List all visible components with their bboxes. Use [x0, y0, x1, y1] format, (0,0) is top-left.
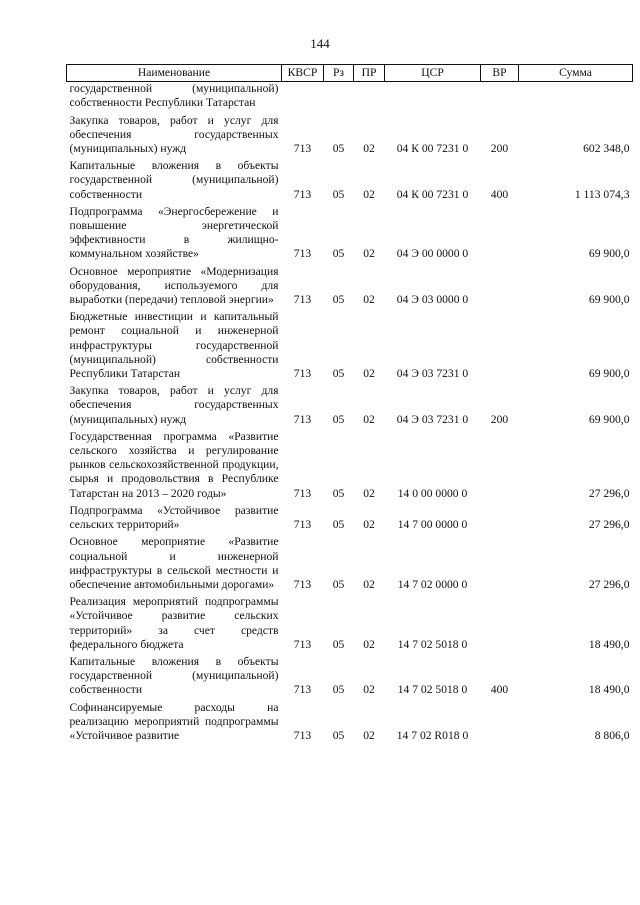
header-kvsr: КВСР [282, 65, 324, 82]
cell-kvsr: 713 [293, 367, 312, 381]
cell-sum: 1 113 074,3 [574, 187, 630, 201]
cell-pr: 02 [363, 486, 375, 500]
cell-pr: 02 [363, 728, 375, 742]
cell-vr [481, 430, 519, 504]
cell-rz: 05 [332, 142, 345, 156]
cell-csr [385, 82, 481, 114]
cell-sum: 27 296,0 [588, 577, 630, 591]
cell-csr: 04 Э 03 0000 0 [396, 293, 469, 307]
cell-rz: 05 [332, 187, 345, 201]
table-row [67, 159, 633, 205]
cell-pr: 02 [363, 683, 375, 697]
cell-csr: 04 К 00 7231 0 [396, 142, 469, 156]
cell-kvsr: 713 [293, 577, 312, 591]
cell-rz: 05 [332, 728, 345, 742]
cell-csr: 04 Э 03 7231 0 [396, 367, 469, 381]
cell-pr: 02 [363, 187, 375, 201]
cell-csr: 14 7 00 0000 0 [397, 518, 468, 532]
cell-name: Закупка товаров, работ и услуг для обеспечения государственных (муниципальных) нужд [69, 113, 279, 156]
cell-pr [354, 82, 385, 114]
table-row [67, 655, 633, 701]
cell-name: Основное мероприятие «Развитие социальной и инженерной инфраструктуры в сельской местности и обеспечение автомобильными дорогами» [69, 535, 279, 591]
table-row [67, 265, 633, 311]
cell-rz: 05 [332, 486, 345, 500]
header-name: Наименование [67, 65, 282, 82]
table-body [67, 82, 633, 746]
cell-pr: 02 [363, 637, 375, 651]
cell-kvsr: 713 [293, 518, 312, 532]
cell-sum: 69 900,0 [588, 367, 630, 381]
cell-vr [481, 504, 519, 535]
budget-table [66, 64, 633, 746]
cell-rz [324, 82, 354, 114]
header-csr: ЦСР [385, 65, 481, 82]
cell-sum: 602 348,0 [583, 142, 630, 156]
cell-csr: 14 7 02 5018 0 [397, 637, 468, 651]
cell-rz: 05 [332, 637, 345, 651]
cell-name: Основное мероприятие «Модернизация оборудования, используемого для выработки (передачи) тепловой энергии» [69, 264, 279, 307]
cell-rz: 05 [332, 683, 345, 697]
cell-csr: 14 0 00 0000 0 [397, 486, 468, 500]
cell-pr: 02 [363, 142, 375, 156]
cell-sum: 69 900,0 [588, 412, 630, 426]
cell-pr: 02 [363, 247, 375, 261]
cell-kvsr: 713 [293, 637, 312, 651]
cell-name: Подпрограмма «Энергосбережение и повышение энергетической эффективности в жилищно-коммунальном хозяйстве» [69, 204, 279, 261]
cell-name: Капитальные вложения в объекты государственной (муниципальной) собственности [69, 654, 279, 697]
cell-vr: 200 [490, 412, 509, 426]
cell-pr: 02 [363, 367, 375, 381]
cell-name: Бюджетные инвестиции и капитальный ремонт социальной и инженерной инфраструктуры государственной (муниципальной) собственности Республики Татарстан [69, 310, 279, 381]
cell-name: Капитальные вложения в объекты государственной (муниципальной) собственности [69, 159, 279, 201]
cell-csr: 14 7 02 0000 0 [397, 577, 468, 591]
cell-rz: 05 [332, 367, 345, 381]
cell-kvsr: 713 [293, 412, 312, 426]
cell-pr: 02 [363, 577, 375, 591]
cell-kvsr: 713 [293, 142, 312, 156]
cell-rz: 05 [332, 293, 345, 307]
header-pr: ПР [354, 65, 385, 82]
cell-sum: 69 900,0 [588, 247, 630, 261]
cell-csr: 04 К 00 7231 0 [396, 187, 469, 201]
header-sum: Сумма [519, 65, 633, 82]
cell-vr: 400 [490, 683, 509, 697]
cell-name: государственной (муниципальной) собственности Республики Татарстан [69, 82, 279, 110]
cell-name: Закупка товаров, работ и услуг для обеспечения государственных (муниципальных) нужд [69, 384, 279, 426]
table-row [67, 82, 633, 114]
cell-rz: 05 [332, 247, 345, 261]
cell-csr: 04 Э 00 0000 0 [396, 247, 469, 261]
cell-sum: 27 296,0 [588, 486, 630, 500]
cell-rz: 05 [332, 577, 345, 591]
cell-pr: 02 [363, 293, 375, 307]
cell-name: Софинансируемые расходы на реализацию мероприятий подпрограммы «Устойчивое развитие [69, 700, 279, 742]
cell-vr [481, 701, 519, 747]
cell-name: Подпрограмма «Устойчивое развитие сельских территорий» [69, 503, 279, 532]
cell-vr [481, 205, 519, 265]
cell-sum: 69 900,0 [588, 293, 630, 307]
cell-sum: 27 296,0 [588, 518, 630, 532]
table-row [67, 504, 633, 535]
table-row [67, 430, 633, 504]
cell-sum: 8 806,0 [594, 728, 630, 742]
cell-vr [481, 535, 519, 595]
cell-kvsr: 713 [293, 486, 312, 500]
table-row [67, 205, 633, 265]
cell-sum [519, 82, 633, 114]
cell-vr: 400 [490, 187, 509, 201]
cell-sum: 18 490,0 [588, 683, 630, 697]
table-header [67, 65, 633, 82]
table-row [67, 595, 633, 655]
cell-rz: 05 [332, 412, 345, 426]
cell-csr: 14 7 02 5018 0 [397, 683, 468, 697]
page-number: 144 [310, 36, 330, 51]
cell-vr [481, 595, 519, 655]
cell-kvsr: 713 [293, 293, 312, 307]
table-row [67, 535, 633, 595]
cell-vr: 200 [490, 142, 509, 156]
table-row [67, 384, 633, 430]
cell-kvsr: 713 [293, 728, 312, 742]
cell-vr [481, 265, 519, 311]
table-row [67, 310, 633, 384]
cell-csr: 14 7 02 R018 0 [396, 728, 469, 742]
cell-vr [481, 310, 519, 384]
table-row [67, 114, 633, 160]
cell-sum: 18 490,0 [588, 637, 630, 651]
cell-csr: 04 Э 03 7231 0 [396, 412, 469, 426]
cell-pr: 02 [363, 518, 375, 532]
cell-vr [481, 82, 519, 114]
cell-kvsr: 713 [293, 247, 312, 261]
table-row [67, 701, 633, 747]
cell-kvsr [282, 82, 324, 114]
cell-kvsr: 713 [293, 683, 312, 697]
cell-kvsr: 713 [293, 187, 312, 201]
cell-name: Реализация мероприятий подпрограммы «Устойчивое развитие сельских территорий» за счет средств федерального бюджета [69, 595, 279, 651]
cell-name: Государственная программа «Развитие сельского хозяйства и регулирование рынков сельскохозяйственной продукции, сырья и продовольствия в Республике Татарстан на 2013 – 2020 годы» [69, 429, 279, 500]
cell-pr: 02 [363, 412, 375, 426]
cell-rz: 05 [332, 518, 345, 532]
header-vr: ВР [481, 65, 519, 82]
header-rz: Рз [324, 65, 354, 82]
